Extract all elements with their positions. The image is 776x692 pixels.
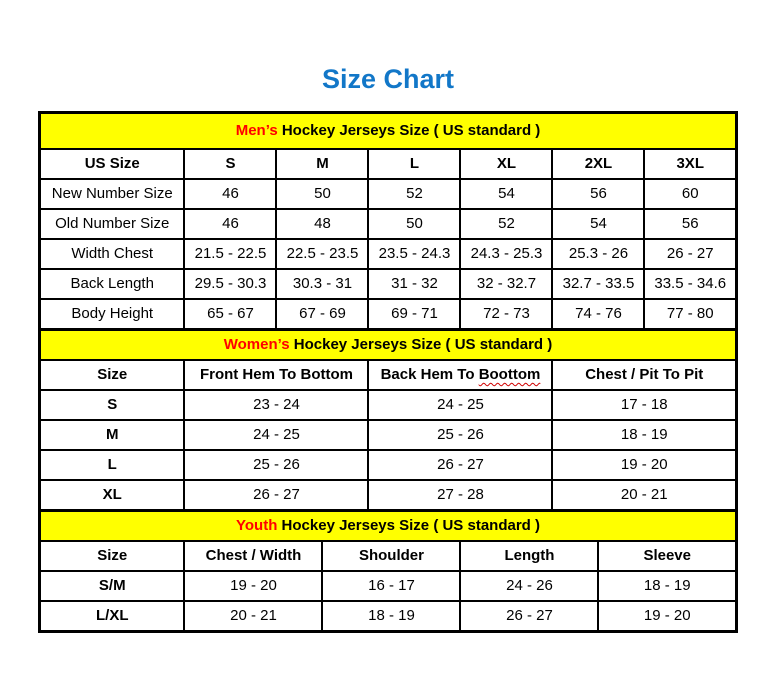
size-cell: 24.3 - 25.3	[460, 239, 552, 269]
column-header: Chest / Width	[184, 541, 322, 571]
column-header: Size	[40, 360, 185, 390]
size-cell: 25 - 26	[184, 450, 368, 480]
table-womens	[38, 328, 738, 512]
row-label: Body Height	[40, 299, 185, 330]
table-mens	[38, 111, 738, 331]
section-banner-row	[40, 330, 737, 361]
row-label: New Number Size	[40, 179, 185, 209]
size-cell: 56	[644, 209, 736, 239]
size-cell: 54	[552, 209, 644, 239]
size-cell: 18 - 19	[598, 571, 736, 601]
size-cell: 24 - 25	[368, 390, 552, 420]
misspelled-word: Boottom	[478, 366, 541, 383]
header-row	[40, 541, 737, 571]
size-cell: 21.5 - 22.5	[184, 239, 276, 269]
size-cell: 26 - 27	[644, 239, 736, 269]
size-cell: 69 - 71	[368, 299, 460, 330]
row-label: Old Number Size	[40, 209, 185, 239]
size-cell: 24 - 26	[460, 571, 598, 601]
column-header: Front Hem To Bottom	[184, 360, 368, 390]
section-banner	[40, 511, 737, 542]
size-cell: 19 - 20	[598, 601, 736, 632]
table-row	[40, 390, 737, 420]
size-cell: 22.5 - 23.5	[276, 239, 368, 269]
column-header: Chest / Pit To Pit	[552, 360, 736, 390]
column-header: S	[184, 149, 276, 179]
size-cell: 52	[368, 179, 460, 209]
column-header: Length	[460, 541, 598, 571]
column-header-text: Back Hem To	[380, 366, 479, 383]
size-cell: 46	[184, 179, 276, 209]
size-cell: 20 - 21	[184, 601, 322, 632]
row-label: S/M	[40, 571, 185, 601]
column-header	[368, 360, 552, 390]
table-row	[40, 269, 737, 299]
section-banner	[40, 113, 737, 150]
column-header: US Size	[40, 149, 185, 179]
row-label: XL	[40, 480, 185, 511]
table-row	[40, 601, 737, 632]
size-cell: 65 - 67	[184, 299, 276, 330]
size-cell: 33.5 - 34.6	[644, 269, 736, 299]
size-cell: 32 - 32.7	[460, 269, 552, 299]
section-banner	[40, 330, 737, 361]
table-row	[40, 480, 737, 511]
size-cell: 72 - 73	[460, 299, 552, 330]
page-title: Size Chart	[321, 64, 455, 94]
size-cell: 74 - 76	[552, 299, 644, 330]
size-cell: 54	[460, 179, 552, 209]
section-banner-row	[40, 511, 737, 542]
column-header: XL	[460, 149, 552, 179]
size-chart	[38, 111, 738, 633]
table-row	[40, 179, 737, 209]
size-cell: 25 - 26	[368, 420, 552, 450]
header-row	[40, 149, 737, 179]
table-row	[40, 571, 737, 601]
column-header: 3XL	[644, 149, 736, 179]
size-cell: 52	[460, 209, 552, 239]
size-cell: 19 - 20	[184, 571, 322, 601]
size-cell: 27 - 28	[368, 480, 552, 511]
size-cell: 16 - 17	[322, 571, 460, 601]
header-row	[40, 360, 737, 390]
table-row	[40, 420, 737, 450]
size-cell: 29.5 - 30.3	[184, 269, 276, 299]
row-label: L/XL	[40, 601, 185, 632]
column-header: Size	[40, 541, 185, 571]
size-cell: 26 - 27	[368, 450, 552, 480]
size-cell: 31 - 32	[368, 269, 460, 299]
size-cell: 50	[276, 179, 368, 209]
table-row	[40, 299, 737, 330]
banner-highlight: Youth	[236, 517, 278, 534]
size-cell: 56	[552, 179, 644, 209]
banner-text: Hockey Jerseys Size ( US standard )	[277, 517, 540, 534]
size-cell: 26 - 27	[460, 601, 598, 632]
banner-text: Hockey Jerseys Size ( US standard )	[277, 122, 541, 139]
size-cell: 18 - 19	[552, 420, 736, 450]
table-row	[40, 450, 737, 480]
table-youth	[38, 509, 738, 633]
size-cell: 60	[644, 179, 736, 209]
column-header: L	[368, 149, 460, 179]
row-label: Width Chest	[40, 239, 185, 269]
size-cell: 23.5 - 24.3	[368, 239, 460, 269]
size-cell: 30.3 - 31	[276, 269, 368, 299]
size-cell: 46	[184, 209, 276, 239]
section-banner-row	[40, 113, 737, 150]
size-cell: 24 - 25	[184, 420, 368, 450]
size-cell: 67 - 69	[276, 299, 368, 330]
row-label: Back Length	[40, 269, 185, 299]
table-row	[40, 209, 737, 239]
size-cell: 17 - 18	[552, 390, 736, 420]
size-cell: 48	[276, 209, 368, 239]
size-cell: 26 - 27	[184, 480, 368, 511]
column-header: Shoulder	[322, 541, 460, 571]
column-header: M	[276, 149, 368, 179]
row-label: M	[40, 420, 185, 450]
size-cell: 20 - 21	[552, 480, 736, 511]
column-header: 2XL	[552, 149, 644, 179]
table-row	[40, 239, 737, 269]
banner-highlight: Women’s	[223, 336, 290, 353]
size-cell: 50	[368, 209, 460, 239]
banner-highlight: Men’s	[235, 122, 278, 139]
size-cell: 19 - 20	[552, 450, 736, 480]
size-cell: 77 - 80	[644, 299, 736, 330]
column-header: Sleeve	[598, 541, 736, 571]
size-cell: 32.7 - 33.5	[552, 269, 644, 299]
size-cell: 23 - 24	[184, 390, 368, 420]
row-label: L	[40, 450, 185, 480]
size-cell: 18 - 19	[322, 601, 460, 632]
size-cell: 25.3 - 26	[552, 239, 644, 269]
banner-text: Hockey Jerseys Size ( US standard )	[289, 336, 553, 353]
row-label: S	[40, 390, 185, 420]
